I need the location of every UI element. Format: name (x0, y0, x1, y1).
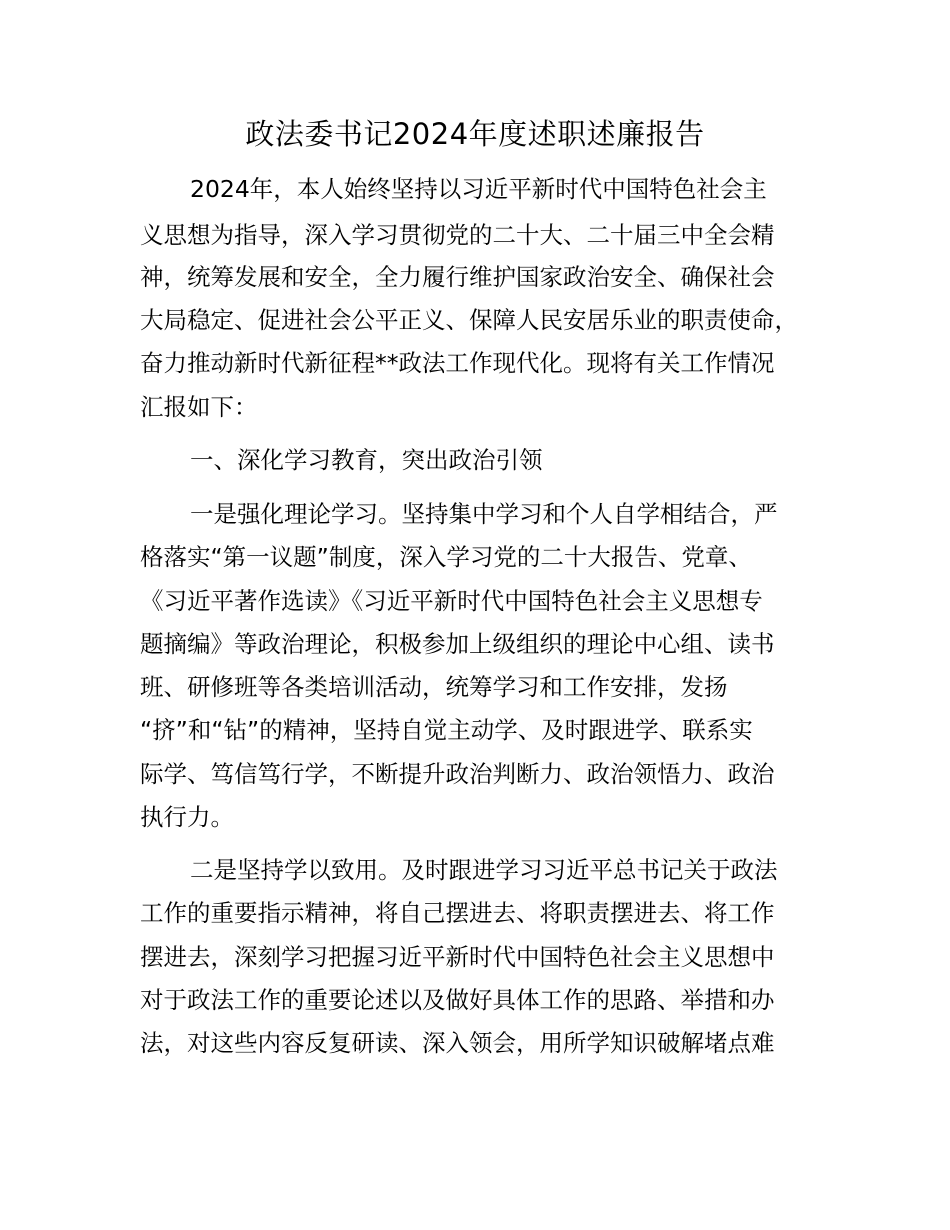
paragraph-line: 执行力。 (140, 803, 234, 831)
paragraph-line: 摆进去，深刻学习把握习近平新时代中国特色社会主义思想中 (140, 943, 775, 971)
paragraph-line: 二是坚持学以致用。及时跟进学习习近平总书记关于政法 (190, 856, 778, 884)
paragraph-line: 对于政法工作的重要论述以及做好具体工作的思路、举措和办 (140, 986, 775, 1014)
paragraph-line: “挤”和“钻”的精神，坚持自觉主动学、及时跟进学、联系实 (140, 716, 753, 744)
document-title: 政法委书记2024年度述职述廉报告 (245, 117, 705, 151)
paragraph-line: 2024年，本人始终坚持以习近平新时代中国特色社会主 (190, 175, 767, 203)
section-heading: 一、深化学习教育，突出政治引领 (190, 446, 543, 474)
paragraph-line: 题摘编》等政治理论，积极参加上级组织的理论中心组、读书 (140, 630, 775, 658)
paragraph-line: 大局稳定、促进社会公平正义、保障人民安居乐业的职责使命， (140, 306, 798, 334)
paragraph-line: 《习近平著作选读》《习近平新时代中国特色社会主义思想专 (140, 587, 763, 615)
paragraph-line: 神，统筹发展和安全，全力履行维护国家政治安全、确保社会 (140, 263, 775, 291)
paragraph-line: 法，对这些内容反复研读、深入领会，用所学知识破解堵点难 (140, 1029, 775, 1057)
paragraph-line: 义思想为指导，深入学习贯彻党的二十大、二十届三中全会精 (140, 221, 775, 249)
paragraph-line: 汇报如下： (140, 393, 258, 421)
paragraph-line: 一是强化理论学习。坚持集中学习和个人自学相结合，严 (190, 500, 778, 528)
paragraph-line: 班、研修班等各类培训活动，统筹学习和工作安排，发扬 (140, 673, 728, 701)
paragraph-line: 际学、笃信笃行学，不断提升政治判断力、政治领悟力、政治 (140, 760, 775, 788)
paragraph-line: 工作的重要指示精神，将自己摆进去、将职责摆进去、将工作 (140, 899, 775, 927)
paragraph-line: 奋力推动新时代新征程**政法工作现代化。现将有关工作情况 (140, 349, 775, 377)
paragraph-line: 格落实“第一议题”制度，深入学习党的二十大报告、党章、 (140, 543, 752, 571)
